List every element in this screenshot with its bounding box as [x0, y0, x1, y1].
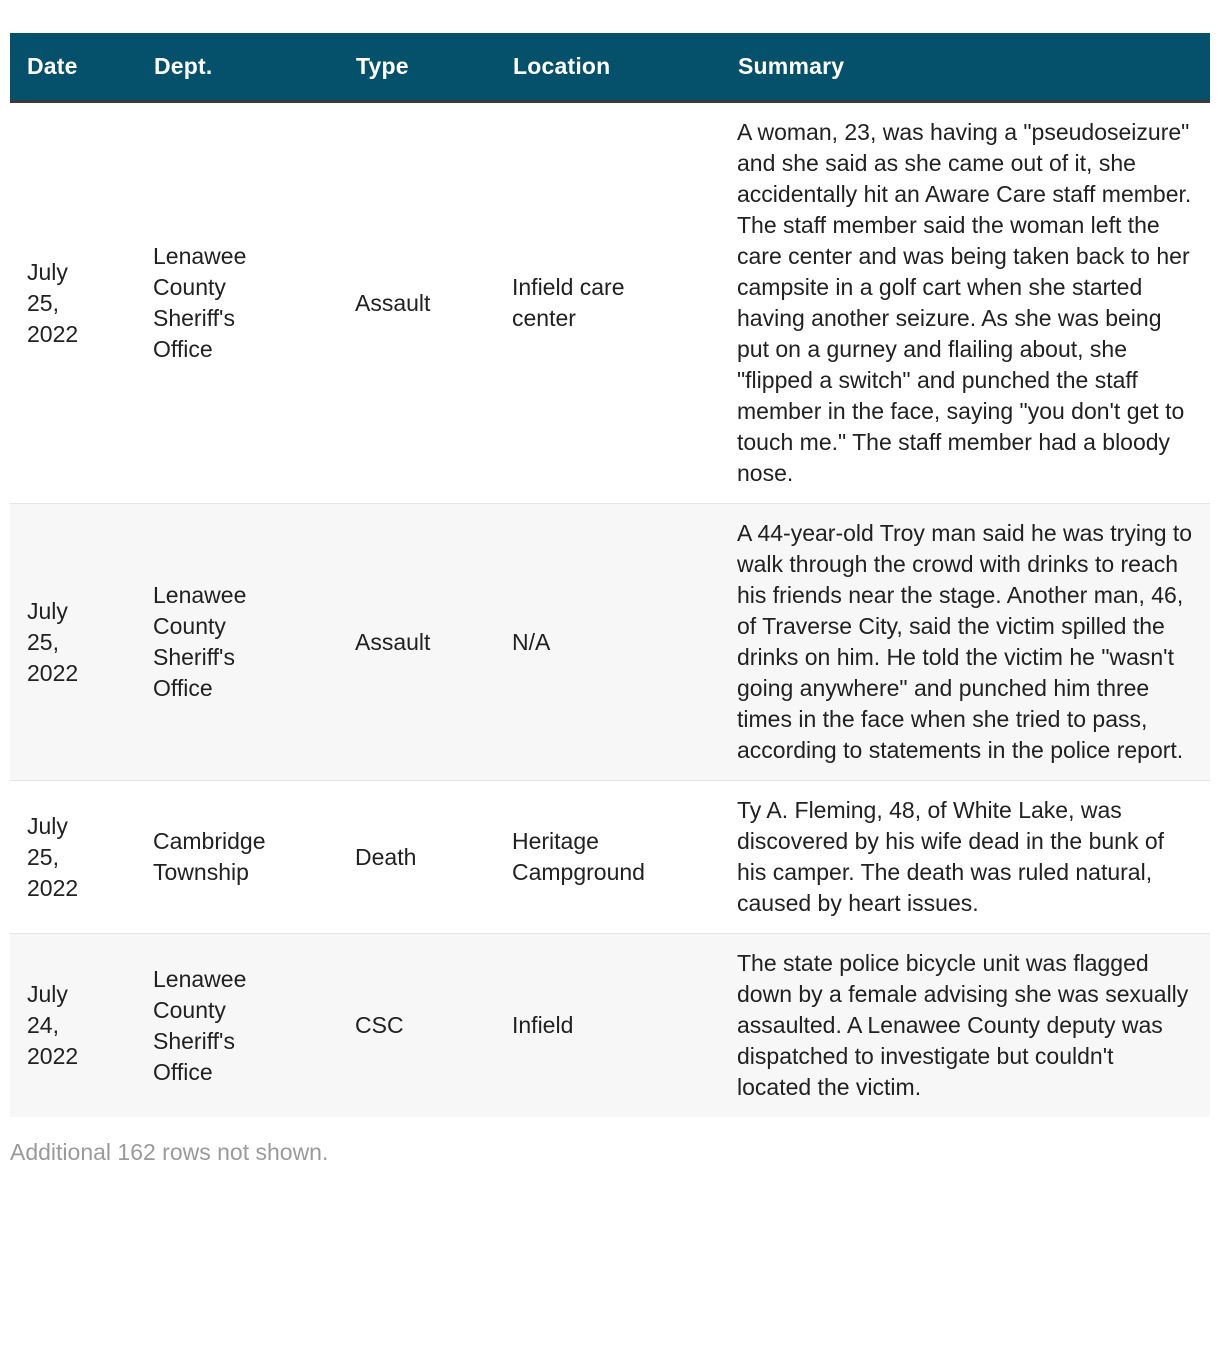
- cell-summary: Ty A. Fleming, 48, of White Lake, was discovered by his wife dead in the bunk of his camper. The death was ruled natural, caused by heart issues.: [721, 781, 1210, 934]
- cell-type: Assault: [355, 289, 431, 316]
- table-row: [10, 504, 1210, 781]
- cell-date: July 25, 2022: [27, 258, 79, 347]
- cell-dept: Lenawee County Sheriff's Office: [153, 243, 247, 362]
- footer-note: Additional 162 rows not shown.: [10, 1139, 329, 1165]
- table-row: [10, 781, 1210, 934]
- table-row: [10, 934, 1210, 1118]
- column-header-type: Type: [339, 33, 496, 102]
- cell-type: CSC: [339, 934, 496, 1118]
- cell-summary: A 44-year-old Troy man said he was trying to walk through the crowd with drinks to reach his friends near the stage. Another man, 46, of Traverse City, said the victim spilled the drinks on him. He told the victim he "wasn't going anywhere" and punched him three times in the face when she tried to pass, according to statements in the police report.: [721, 504, 1210, 781]
- cell-type: Death: [339, 781, 496, 934]
- cell-date: July 25, 2022: [10, 504, 137, 781]
- table-header: [10, 33, 1210, 102]
- table-body: [10, 102, 1210, 1118]
- column-header-summary: Summary: [721, 33, 1210, 102]
- cell-location: Heritage Campground: [496, 781, 721, 934]
- cell-dept: Cambridge Township: [137, 781, 339, 934]
- cell-summary: The state police bicycle unit was flagged down by a female advising she was sexually assaulted. A Lenawee County deputy was dispatched to investigate but couldn't located the victim.: [721, 934, 1210, 1118]
- cell-date: July 25, 2022: [10, 781, 137, 934]
- cell-type: Assault: [339, 504, 496, 781]
- column-header-date: Date: [10, 33, 137, 102]
- table-row: [10, 102, 1210, 504]
- incident-table: [10, 33, 1210, 1117]
- cell-date: July 24, 2022: [10, 934, 137, 1118]
- cell-location: Infield: [496, 934, 721, 1118]
- cell-dept: Lenawee County Sheriff's Office: [137, 934, 339, 1118]
- cell-location: N/A: [496, 504, 721, 781]
- cell-location: Infield care center: [512, 274, 625, 331]
- header-row: [10, 33, 1210, 102]
- column-header-location: Location: [496, 33, 721, 102]
- column-header-dept: Dept.: [137, 33, 339, 102]
- cell-dept: Lenawee County Sheriff's Office: [137, 504, 339, 781]
- cell-summary: A woman, 23, was having a "pseudoseizure" and she said as she came out of it, she accidentally hit an Aware Care staff member. The staff member said the woman left the care center and was being taken back to her campsite in a golf cart when she started having another seizure. As she was being put on a gurney and flailing about, she "flipped a switch" and punched the staff member in the face, saying "you don't get to touch me." The staff member had a bloody nose.: [737, 119, 1192, 486]
